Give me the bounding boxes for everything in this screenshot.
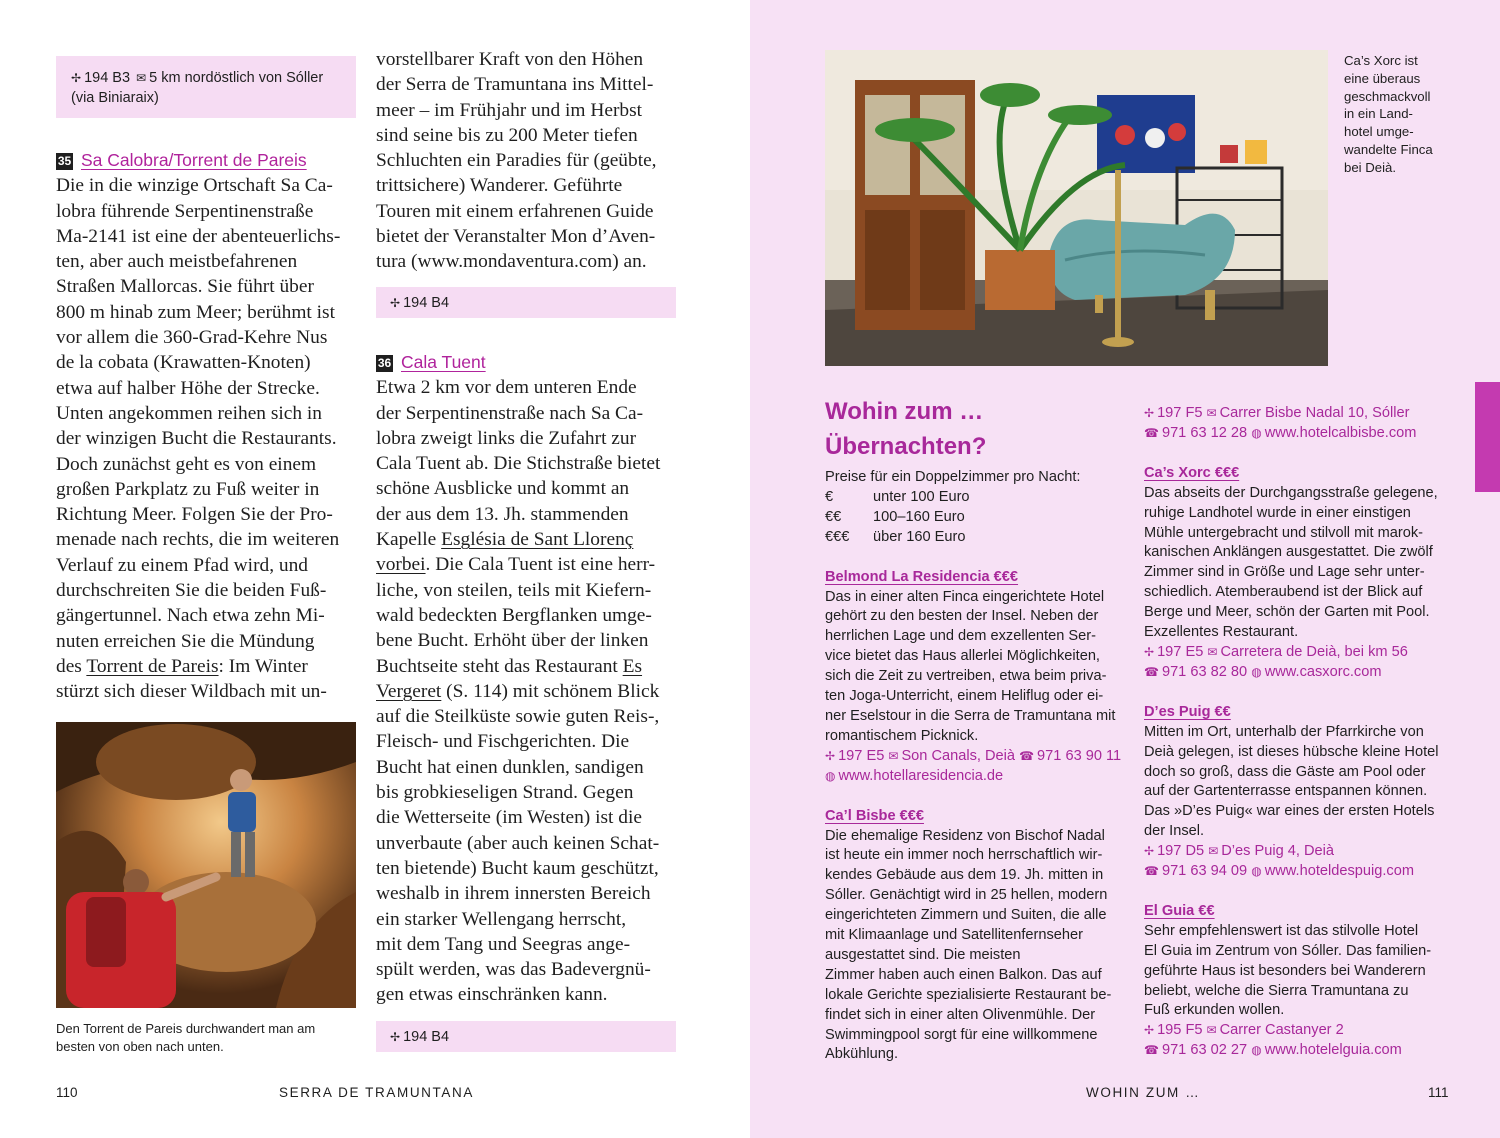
restaurant-link-cont[interactable]: Vergeret (376, 680, 442, 702)
text-line: ruhige Landhotel wurde in einer einstigen (1144, 504, 1411, 521)
price-range: 100–160 Euro (873, 508, 965, 525)
sight-36-text-c (376, 704, 681, 1008)
chapel-link-cont[interactable]: vorbei (376, 554, 426, 576)
text-line: Sóller. Genächtigt wird in 25 hellen, modern (825, 887, 1108, 904)
caption-line: wandelte Finca (1344, 141, 1433, 157)
hotel-description (1144, 484, 1454, 643)
price-row (825, 488, 1135, 508)
hotel-web[interactable]: ◍ www.hotellaresidencia.de (825, 767, 1135, 787)
text-line: findet sich in einer alten Olivenmühle. Der (825, 1006, 1096, 1023)
hotel-contact[interactable]: ☎ 971 63 94 09 ◍ www.hoteldespuig.com (1144, 862, 1454, 882)
photo-caption: Den Torrent de Pareis durchwandert man am besten von oben nach unten. (56, 1021, 316, 1054)
text-line: bis grobkieseligen Strand. Gegen (376, 782, 634, 804)
text-line: romantischem Picknick. (825, 727, 979, 744)
price-range: über 160 Euro (873, 528, 966, 545)
address-envelope-icon: ✉ (1206, 1023, 1217, 1038)
text-line: Vergeret (S. 114) mit schönem Blick (376, 680, 660, 702)
text-line: Swimmingpool sorgt für eine willkommene (825, 1026, 1098, 1043)
text-line: herrlichen Lage und dem exzellenten Ser- (825, 628, 1096, 645)
text-line: Abkühlung. (825, 1046, 899, 1063)
text-line: Die in die winzige Ortschaft Sa Ca- (56, 175, 333, 197)
text-line: tura (www.mondaventura.com) an. (376, 251, 647, 273)
text-line: Fleisch- und Fischgerichten. Die (376, 731, 630, 753)
text-line: schöne Ausblicke und kommt an (376, 478, 630, 500)
sight-title[interactable]: Cala Tuent (401, 352, 486, 372)
text-line: der winzigen Bucht die Restaurants. (56, 428, 337, 450)
hotel-title-xorc[interactable]: Ca’s Xorc €€€ (1144, 464, 1240, 481)
hotel-contact[interactable]: ☎ 971 63 82 80 ◍ www.casxorc.com (1144, 663, 1454, 683)
photo-caption-right (1344, 52, 1464, 177)
map-coordinate-icon: ✢ (1144, 406, 1155, 420)
text-line: großen Parkplatz zu Fuß weiter in (56, 478, 320, 500)
hotel-column-a (825, 394, 1135, 1065)
text-line: Ma-2141 ist eine der abenteuerlichs- (56, 225, 341, 247)
text-line: vorbei. Die Cala Tuent ist eine herr- (376, 554, 656, 576)
text-line: auf der Gartenterrasse entspannen können. (1144, 783, 1428, 800)
text-line: die Wetterseite (im Westen) ist die (376, 807, 642, 829)
text-line: Mühle untergebracht und stilvoll mit marok- (1144, 524, 1424, 541)
globe-icon: ◍ (1251, 425, 1262, 440)
phone-icon: ☎ (1019, 748, 1035, 763)
text-line: gen etwas einschränken kann. (376, 984, 608, 1006)
phone-icon: ☎ (1144, 864, 1159, 879)
canyon-illustration (56, 722, 356, 1008)
map-coordinate-icon: ✢ (1144, 844, 1155, 859)
hotel-description (825, 827, 1135, 1066)
address-envelope-icon: ✉ (1206, 406, 1217, 420)
text-line: menade nach rechts, die im weiteren (56, 529, 340, 551)
text-line: weshalb in ihrem innersten Bereich (376, 883, 651, 905)
map-coordinate-icon: ✢ (1144, 1023, 1155, 1038)
phone-icon: ☎ (1144, 425, 1159, 440)
running-head-left: SERRA DE TRAMUNTANA (279, 1085, 474, 1100)
info-box-bottom (376, 1021, 676, 1052)
text-line: wald bedeckten Bergflanken umge- (376, 604, 652, 626)
text-line: gängertunnel. Nach etwa zehn Mi- (56, 605, 325, 627)
page-number-right: 111 (1428, 1085, 1449, 1100)
price-row (825, 508, 1135, 528)
price-legend (825, 488, 1135, 548)
text-line: ner Eselstour in die Serra de Tramuntana mit (825, 707, 1116, 724)
info-box-mid (376, 287, 676, 318)
sight-35 (56, 148, 361, 705)
text-line: Mitten im Ort, unterhalb der Pfarrkirche von (1144, 723, 1424, 740)
price-range: unter 100 Euro (873, 488, 970, 505)
hotel-contact[interactable]: ☎ 971 63 02 27 ◍ www.hotelelguia.com (1144, 1041, 1454, 1061)
price-symbol: €€ (825, 508, 842, 525)
sight-36-text-a (376, 375, 681, 527)
text-line: sich die Zeit zu vertreiben, etwa beim priva- (825, 668, 1107, 685)
text-line: meer – im Frühjahr und im Herbst (376, 99, 643, 121)
text-line: auf die Steilküste sowie guten Reis-, (376, 706, 660, 728)
hotel-description (1144, 922, 1454, 1022)
text-line: Kapelle Església de Sant Llorenç (376, 529, 634, 551)
hotel-title-belmond[interactable]: Belmond La Residencia €€€ (825, 568, 1019, 585)
text-line: de la cobata (Krawatten-Knoten) (56, 352, 311, 374)
map-coordinate-icon: ✢ (1144, 644, 1155, 659)
text-line: beliebt, welche die Sierra Tramuntana zu (1144, 982, 1409, 999)
chapel-link[interactable]: Església de Sant Llorenç (441, 529, 634, 551)
info-text: 5 km nordöstlich von Sóller (via Biniaraix) (71, 70, 324, 106)
text-line: kanischen Anklängen ausgestattet. Die zwölf (1144, 544, 1433, 561)
hotel-info: ✢ 195 F5 ✉ Carrer Castanyer 2 (1144, 1021, 1454, 1041)
text-line: eingerichteten Zimmern und Suiten, die alle (825, 907, 1107, 924)
text-line: bietet der Veranstalter Mon d’Aven- (376, 226, 656, 248)
text-line: gehört zu den besten der Insel. Neben der (825, 608, 1099, 625)
running-head-right: WOHIN ZUM … (1086, 1085, 1201, 1100)
text-line: Zimmer haben auch einen Balkon. Das auf (825, 966, 1102, 983)
text-line: durchschreiten Sie die beiden Fuß- (56, 580, 327, 602)
hotel-column-b (1144, 404, 1454, 1061)
phone-icon: ☎ (1144, 1043, 1159, 1058)
address-envelope-icon: ✉ (888, 748, 899, 763)
hotel-info: ✢ 197 E5 ✉ Son Canals, Deià ☎ 971 63 90 11 (825, 747, 1135, 767)
globe-icon: ◍ (1251, 1043, 1262, 1058)
map-coordinate-icon: ✢ (390, 1030, 401, 1044)
text-line: Verlauf zu einem Pfad wird, und (56, 554, 309, 576)
map-coordinate: 194 B3 (84, 70, 131, 86)
text-line: Schluchten ein Paradies für (geübte, (376, 150, 657, 172)
text-line: ten bietende) Bucht kaum geschützt, (376, 857, 659, 879)
hotel-title-bisbe[interactable]: Ca’l Bisbe €€€ (825, 807, 924, 824)
hotel-contact[interactable]: ☎ 971 63 12 28 ◍ www.hotelcalbisbe.com (1144, 424, 1454, 444)
hotel-title-despuig[interactable]: D’es Puig €€ (1144, 703, 1231, 720)
globe-icon: ◍ (1251, 664, 1262, 679)
map-coordinate-icon: ✢ (825, 748, 836, 763)
text-line: schiedlich. Atemberaubend ist der Blick auf (1144, 584, 1423, 601)
text-line: Exzellentes Restaurant. (1144, 624, 1299, 641)
text-line: Cala Tuent ab. Die Stichstraße bietet (376, 453, 661, 475)
text-line: ausgestattet sind. Die meisten (825, 946, 1021, 963)
map-coordinate: 194 B4 (403, 1029, 450, 1045)
right-page (750, 0, 1500, 1138)
text-line: Buchtseite steht das Restaurant Es (376, 655, 643, 677)
hotel-interior-photo (825, 50, 1328, 366)
text-line: der Serra de Tramuntana ins Mittel- (376, 74, 654, 96)
text-line: mit Klimaanlage und Satellitenfernseher (825, 927, 1083, 944)
text-line: Fuß erkunden wollen. (1144, 1002, 1285, 1019)
text-line: ten, aber auch meistbefahrenen (56, 251, 298, 273)
sight-number-badge: 36 (377, 356, 392, 370)
text-line: trittsichere) Wanderer. Geführte (376, 175, 623, 197)
text-line: Die ehemalige Residenz von Bischof Nadal (825, 827, 1105, 844)
text-line: Berge und Meer, schön der Garten mit Pool. (1144, 604, 1430, 621)
chapter-tab-marker (1475, 382, 1500, 492)
text-line: spült werden, was das Badevergnü- (376, 959, 651, 981)
interior-illustration (825, 50, 1328, 366)
text-line: der Insel. (1144, 823, 1205, 840)
text-line: nuten erreichen Sie die Mündung (56, 630, 315, 652)
price-symbol: €€€ (825, 528, 850, 545)
text-line: Zimmer sind in Größe und Lage sehr unter- (1144, 564, 1425, 581)
text-line: ein starker Wellengang herrscht, (376, 908, 627, 930)
price-symbol: € (825, 488, 834, 505)
hotel-description (825, 588, 1135, 747)
sight-title[interactable]: Sa Calobra/Torrent de Pareis (81, 150, 307, 170)
caption-line: eine überaus (1344, 70, 1421, 86)
column-2 (376, 47, 681, 275)
address-envelope-icon: ✉ (136, 71, 147, 85)
hotel-info: ✢ 197 E5 ✉ Carretera de Deià, bei km 56 (1144, 643, 1454, 663)
text-line: Deià gelegen, ist dieses hübsche kleine Hotel (1144, 743, 1439, 760)
text-line: Richtung Meer. Folgen Sie der Pro- (56, 504, 333, 526)
text-line: Touren mit einem erfahrenen Guide (376, 200, 654, 222)
text-line: liche, von steilen, teils mit Kiefern- (376, 579, 652, 601)
text-line: El Guia im Zentrum von Sóller. Das familien- (1144, 942, 1432, 959)
info-box-top (56, 56, 356, 118)
text-line: geführte Haus ist besonders bei Wanderern (1144, 962, 1426, 979)
text-line: doch so groß, dass die Gäste am Pool oder (1144, 763, 1426, 780)
text-line: bene Bucht. Erhöht über der linken (376, 630, 649, 652)
text-line: 800 m hinab zum Meer; berühmt ist (56, 301, 335, 323)
text-line: der aus dem 13. Jh. stammenden (376, 503, 629, 525)
text-line: sind seine bis zu 200 Meter tiefen (376, 124, 638, 146)
price-intro: Preise für ein Doppelzimmer pro Nacht: (825, 469, 1081, 485)
text-line: Das in einer alten Finca eingerichtete Hotel (825, 588, 1105, 605)
restaurant-link[interactable]: Es (622, 655, 643, 677)
text-line: vor allem die 360-Grad-Kehre Nus (56, 327, 328, 349)
torrent-link[interactable]: Torrent de Pareis (86, 655, 219, 677)
text-line: Straßen Mallorcas. Sie führt über (56, 276, 314, 298)
phone-icon: ☎ (1144, 664, 1159, 679)
hotel-title-elguia[interactable]: El Guia €€ (1144, 902, 1215, 919)
sight-number-badge: 35 (57, 154, 72, 168)
text-line: lobra zweigt links die Zufahrt zur (376, 427, 637, 449)
text-line: mit dem Tang und Seegras ange- (376, 933, 631, 955)
text-line: Etwa 2 km vor dem unteren Ende (376, 377, 637, 399)
map-coordinate-icon: ✢ (71, 71, 82, 85)
caption-line: Ca’s Xorc ist (1344, 53, 1418, 68)
caption-line: bei Deià. (1344, 159, 1397, 175)
hotel-info: ✢ 197 D5 ✉ D’es Puig 4, Deià (1144, 842, 1454, 862)
globe-icon: ◍ (1251, 864, 1262, 879)
section-heading: Wohin zum … Übernachten? (825, 398, 987, 460)
text-line: ist heute ein immer noch herrschaftlich wir- (825, 847, 1103, 864)
sight-35-text (56, 173, 361, 654)
text-line: lokale Gerichte spezialisierte Restaurant be- (825, 986, 1112, 1003)
text-line: lobra führende Serpentinenstraße (56, 200, 314, 222)
text-line: vice bietet das Haus allerlei Möglichkeiten, (825, 648, 1100, 665)
text-line: Bucht hat einen dunklen, sandigen (376, 756, 644, 778)
map-coordinate: 194 B4 (403, 295, 450, 311)
continued-text (376, 47, 681, 275)
caption-line: hotel umge- (1344, 124, 1414, 140)
text-line: Unten angekommen reihen sich in (56, 402, 323, 424)
text-line: unverbaute (aber auch keinen Schat- (376, 832, 660, 854)
map-coordinate-icon: ✢ (390, 296, 401, 310)
text-line: ten Joga-Unterricht, einem Heliflug oder ei- (825, 688, 1104, 705)
page-number-left: 110 (56, 1085, 78, 1100)
text-line: Sehr empfehlenswert ist das stilvolle Hotel (1144, 922, 1419, 939)
text-line: des Torrent de Pareis: Im Winter (56, 655, 308, 677)
sight-36-text-b (376, 578, 681, 654)
text-line: Das »D’es Puig« war eines der ersten Hotels (1144, 803, 1435, 820)
text-line: etwa auf halber Höhe der Strecke. (56, 377, 320, 399)
text-line: vorstellbarer Kraft von den Höhen (376, 49, 644, 70)
text-line: stürzt sich dieser Wildbach mit un- (56, 681, 327, 703)
sight-36 (376, 350, 681, 1008)
price-row (825, 528, 1135, 548)
text-line: Das abseits der Durchgangsstraße gelegene, (1144, 484, 1438, 501)
address-envelope-icon: ✉ (1207, 644, 1218, 659)
hotel-info: ✢ 197 F5 ✉ Carrer Bisbe Nadal 10, Sóller (1144, 404, 1454, 424)
caption-line: geschmackvoll (1344, 88, 1431, 104)
globe-icon: ◍ (825, 768, 836, 783)
text-line: Doch zunächst geht es von einem (56, 453, 317, 475)
canyon-photo (56, 722, 356, 1008)
text-line: kendes Gebäude aus dem 19. Jh. mitten in (825, 867, 1104, 884)
hotel-description (1144, 723, 1454, 842)
text-line: der Serpentinenstraße nach Sa Ca- (376, 402, 644, 424)
address-envelope-icon: ✉ (1208, 844, 1219, 859)
caption-line: in ein Land- (1344, 106, 1413, 122)
